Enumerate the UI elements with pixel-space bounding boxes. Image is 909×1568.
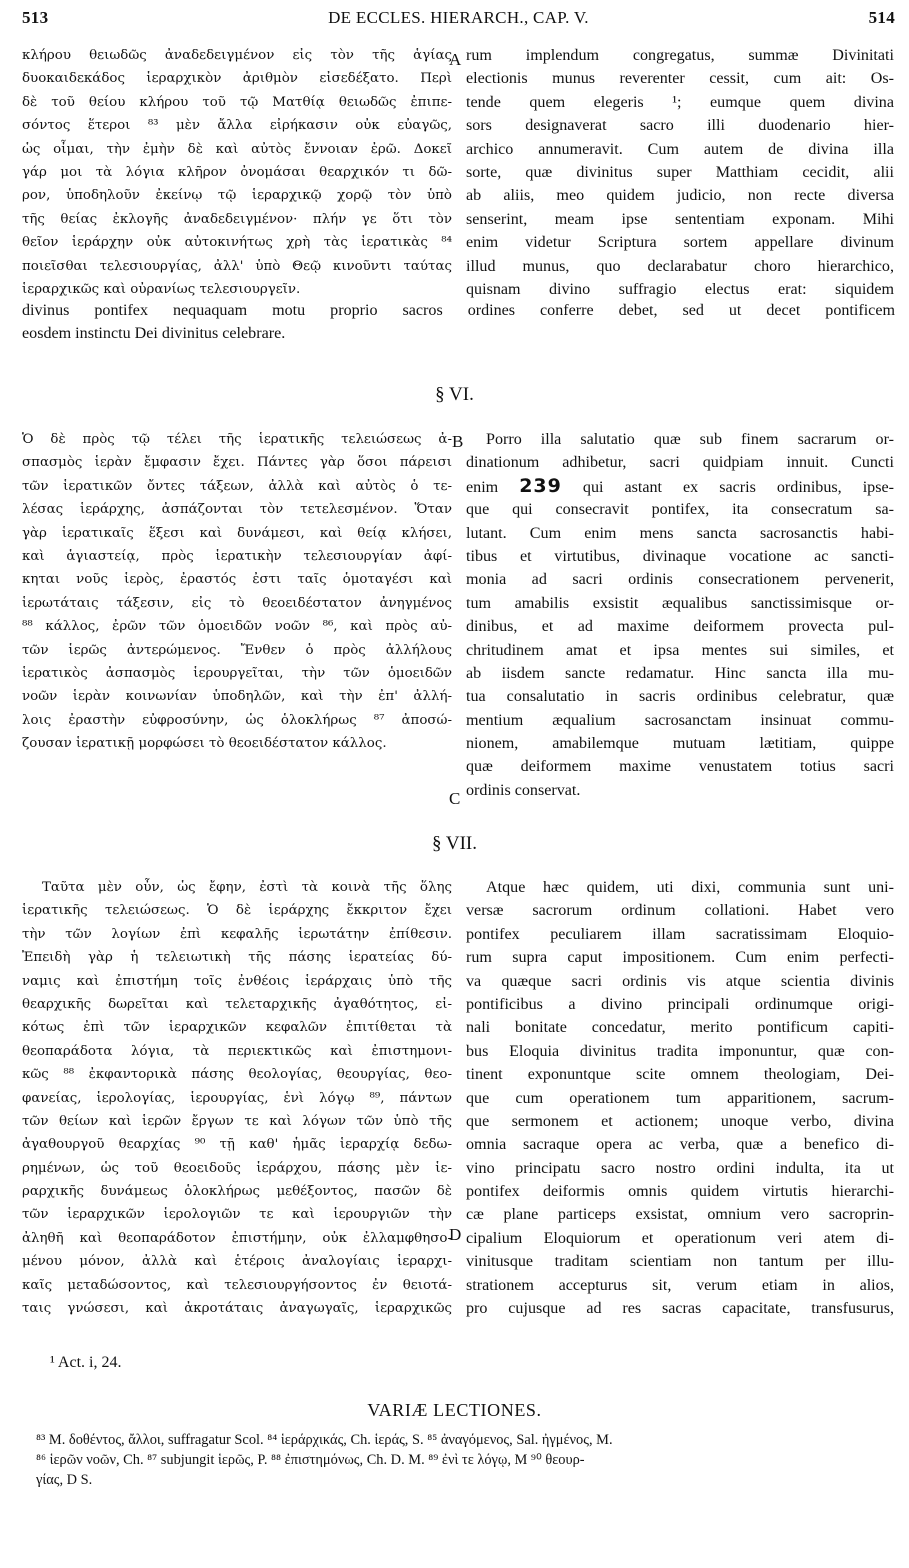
- footnote: ¹ Act. i, 24.: [50, 1354, 122, 1371]
- latin-line: chritudinem amat et ipsa mentes sui similes, et: [466, 641, 894, 659]
- greek-line: ⁸⁸ κάλλος, ἐρῶν τῶν ὁμοειδῶν νοῶν ⁸⁶, καὶ πρὸς αὐ-: [22, 619, 452, 635]
- latin-line: vinitusque traditam scientiam non tantum per illu-: [466, 1253, 894, 1271]
- greek-line: ρον, ὑποδηλοῦν ἐκείνῳ τῷ ἱεραρχικῷ χορῷ τὸν ὑπὸ: [22, 188, 452, 204]
- running-title: DE ECCLES. HIERARCH., CAP. V.: [328, 8, 589, 27]
- latin-line: electionis munus reverenter cessit, cum ait: Os-: [466, 70, 894, 88]
- greek-column-section7: [22, 876, 452, 1320]
- greek-line: ἱερατικῆς τελειώσεως. Ὁ δὲ ἱεράρχης ἔκκριτον ἔχει: [22, 903, 452, 919]
- greek-line: καῖς μεταδώσοντος, καὶ τελεσιουργήσοντος ἐν θειοτά-: [22, 1277, 452, 1293]
- latin-line: versæ sacrorum ordinum collationi. Habet vero: [466, 902, 894, 920]
- greek-line: ἱερατικὸς ἀσπασμὸς ἱερουργεῖται, τὴν τῶν ὁμοειδῶν: [22, 665, 452, 681]
- latin-line: que qui consecravit pontifex, ita consecratum sa-: [466, 501, 894, 519]
- latin-line: enim videtur Scriptura sortem appellare divinum: [466, 234, 894, 252]
- greek-line: ἱεραρχικῶς καὶ οὐρανίως τελεσιουργεῖν.: [22, 281, 301, 297]
- latin-line: tinent exponuntque scite omnem theologiam, Dei-: [466, 1066, 894, 1084]
- greek-line: τῶν θείων καὶ ἱερῶν ἔργων τε καὶ λόγων τῶν ὑπὸ τῆς: [22, 1113, 452, 1129]
- latin-line: senserint, meam ipse sententiam exponam. Mihi: [466, 210, 894, 228]
- full-width-line-end: eosdem instinctu Dei divinitus celebrare.: [22, 325, 286, 342]
- latin-text: enim: [466, 478, 499, 496]
- section-heading-vi: § VI.: [435, 384, 474, 405]
- latin-line: lutant. Cum enim mens sancta sacrosanctis habi-: [466, 524, 894, 542]
- latin-line: quisnam divino suffragio electus erat: siquidem: [466, 280, 894, 298]
- latin-line: que sermonem et actionem; unoque verbo, divina: [466, 1112, 894, 1130]
- greek-line: καὶ ἁγιαστείᾳ, πρὸς ἱερατικὴν τελεσιουργίαν ἀφί-: [22, 548, 452, 564]
- latin-line: strationem accepturus sit, verum etiam in alios,: [466, 1276, 894, 1294]
- latin-line: bus Eloquia divinitus tradita imponuntur, quæ con-: [466, 1042, 894, 1060]
- variant-line: γίας, D S.: [36, 1472, 93, 1488]
- column-number: 239: [519, 474, 562, 497]
- greek-line: ρημένων, ὡς τοῦ θεοειδοῦς ἱεράρχου, πάσης μὲν ἱε-: [22, 1160, 452, 1176]
- latin-line: ab iisdem sancte redamatur. Hinc sancta illa mu-: [466, 664, 894, 682]
- margin-marker-d: D: [449, 1225, 462, 1244]
- greek-line: τῶν ἱεραρχικῶν ἱερολογιῶν τε καὶ ἱερουργιῶν τὴν: [22, 1207, 452, 1223]
- latin-line: rum implendum congregatus, summæ Divinitati: [466, 47, 894, 64]
- full-width-line: divinus pontifex nequaquam motu proprio sacros ordines conferre debet, sed ut decet pontificem: [22, 302, 895, 319]
- greek-line: ὡς οἶμαι, τὴν ἐμὴν δὲ καὶ αὐτὸς ἔννοιαν ἐρῶ. Δοκεῖ: [22, 141, 452, 157]
- greek-line: μένου μόνον, ἀλλὰ καὶ ἑτέροις ἀναλογίαις ἱεραρχι-: [22, 1254, 452, 1270]
- greek-line: νοῶν ἱερὰν κοινωνίαν ὑποδηλῶν, καὶ τὴν ἐπ' ἀλλή-: [22, 689, 452, 705]
- greek-line: Ὁ δὲ πρὸς τῷ τέλει τῆς ἱερατικῆς τελειώσεως ἀ-: [22, 432, 452, 447]
- latin-line: cipalium Eloquiorum et operationum veri atem di-: [466, 1229, 894, 1247]
- margin-marker-c: C: [449, 789, 461, 808]
- latin-line: monia ad sacri ordinis consecrationem pervenerit,: [466, 571, 894, 589]
- greek-line: Ἐπειδὴ γὰρ ἡ τελειωτικὴ τῆς πάσης ἱερατείας δύ-: [22, 950, 452, 966]
- latin-text: qui astant ex sacris ordinibus, ipse-: [582, 478, 894, 496]
- variant-line: ⁸³ M. δοθέντος, ἄλλοι, suffragatur Scol. ⁸⁴ ἱεράρχικάς, Ch. ἱεράς, S. ⁸⁵ ἀναγόμενος, Sal. ἠγμένος, M.: [36, 1432, 613, 1448]
- latin-line: pontifex deiformis omnis quidem virtutis hierarchi-: [466, 1183, 894, 1201]
- greek-line: κλήρου θειωδῶς ἀναδεδειγμένον εἰς τὸν τῆς ἁγίας: [22, 48, 452, 63]
- greek-line: ποιεῖσθαι τελεσιουργίας, ἀλλ' ὑπὸ Θεῷ κινοῦντι ταύτας: [22, 258, 452, 274]
- latin-line: mentium æqualium sacrosanctam insinuat commu-: [466, 711, 894, 729]
- greek-line: σόντος ἕτεροι ⁸³ μὲν ἄλλα εἰρήκασιν οὐκ εὐαγῶς,: [22, 118, 452, 134]
- latin-line: vino principatu sacro nostro ordini indulta, ita ut: [466, 1159, 894, 1177]
- latin-line: tibus et virtutibus, divinaque vocatione ac sancti-: [466, 547, 894, 565]
- greek-line: γάρ μοι τὰ λόγια κλῆρον ὀνομάσαι θεαρχικόν τι δῶ-: [22, 164, 452, 180]
- margin-marker-b: B: [452, 432, 464, 451]
- greek-line: ἀληθῆ καὶ θεοπαράδοτον ἐπιστήμην, οὐκ ἐλλαμφθησο-: [22, 1230, 452, 1246]
- latin-line: va quæque sacri ordinis vis atque scientia divinis: [466, 972, 894, 990]
- greek-line: σπασμὸς ἱερὰν ἔμφασιν ἔχει. Πάντες γὰρ ὅσοι πάρεισι: [22, 455, 452, 471]
- greek-line: λέσας ἱεράρχης, ἀσπάζονται τὸν τετελεσμένον. Ὅταν: [22, 502, 452, 518]
- latin-column-section7: [466, 876, 894, 1320]
- greek-line: ναμις καὶ ἐπιστήμη τοῖς ἐνθέοις ἱεράρχαις ὑπὸ τῆς: [22, 973, 452, 989]
- greek-line: δυοκαιδεκάδος ἱεραρχικὸν ἀριθμὸν εἰσεδέξατο. Περὶ: [22, 71, 452, 87]
- greek-line: ἱερωτάταις τάξεσιν, εἰς τὸ θεοειδέστατον ἀνηγμένος: [22, 595, 452, 611]
- page-number-left: 513: [22, 8, 49, 27]
- latin-line: dinationum adhibetur, sacri quidpiam innuit. Cuncti: [466, 454, 894, 472]
- latin-line: rum supra caput impositionem. Cum enim perfecti-: [466, 949, 894, 967]
- latin-line: cæ plane particeps exsistat, omnium vero sacroprin-: [466, 1206, 894, 1224]
- greek-line: ταις γνώσεσι, καὶ ἀκροτάταις ἀναγωγαῖς, ἱεραρχικῶς: [22, 1301, 452, 1317]
- greek-line: κότως ἐπὶ τῶν ἱεραρχικῶν κεφαλῶν ἐπιτίθεται τὰ: [22, 1020, 452, 1036]
- latin-line: nionem, amabilemque mutuam lætitiam, quippe: [466, 735, 894, 753]
- latin-line: nali bonitate concedatur, merito pontificum capiti-: [466, 1019, 894, 1037]
- latin-line: tum amabilis exsistit æqualibus sanctissimisque or-: [466, 594, 894, 612]
- variant-line: ⁸⁶ ἱερῶν νοῶν, Ch. ⁸⁷ subjungit ἱερῶς, P. ⁸⁸ ἐπιστημόνως, Ch. D. M. ⁸⁹ ἐνὶ τε λόγῳ, M ⁹⁰ θεουρ-: [36, 1452, 585, 1468]
- greek-line: τῶν ἱερατικῶν ὄντες τάξεων, ἀλλὰ καὶ αὐτὸς ὁ τε-: [22, 478, 452, 494]
- page-number-right: 514: [868, 8, 895, 27]
- latin-line: dinibus, et ad maxime deiformem provecta pul-: [466, 618, 894, 636]
- greek-line: δὲ τοῦ θείου κλήρου τοῦ τῷ Ματθίᾳ θειωδῶς ἐπιπε-: [22, 94, 452, 110]
- latin-line: archico annumeravit. Cum autem de divina illa: [466, 140, 894, 158]
- greek-line: ραρχικῆς δυνάμεως ὁλοκλήρως μεθέξοντος, πασῶν δὲ: [22, 1184, 452, 1200]
- latin-line: Atque hæc quidem, uti dixi, communia sunt uni-: [486, 879, 894, 896]
- greek-line: κηται νοῦς ἱερὸς, ἐραστός ἐστι ταῖς ὁμοταγέσι καὶ: [22, 572, 452, 588]
- latin-line: tua consalutatio in sacris ordinibus celebratur, quæ: [466, 688, 894, 706]
- latin-line: sors designaverat sacro illi duodenario hier-: [466, 117, 894, 135]
- latin-line: Porro illa salutatio quæ sub finem sacrarum or-: [486, 431, 894, 448]
- greek-line: τῶν ἱερῶς ἀντερώμενος. Ἔνθεν ὁ πρὸς ἀλλήλους: [22, 642, 452, 658]
- latin-line-with-column-number: [466, 475, 894, 498]
- greek-line: Ταῦτα μὲν οὖν, ὡς ἔφην, ἐστὶ τὰ κοινὰ τῆς ὅλης: [42, 880, 452, 895]
- section-heading-vii: § VII.: [431, 833, 478, 854]
- variae-lectiones: [36, 1430, 886, 1490]
- greek-line: θεαρχικῆς δωρεῖται καὶ τελεταρχικῆς ἀγαθότητος, εἰ-: [22, 996, 452, 1012]
- variae-lectiones-title: VARIÆ LECTIONES.: [367, 1400, 542, 1420]
- latin-line: omnia sacraque opera ac verba, quæ a benefico di-: [466, 1136, 894, 1154]
- greek-line: θεῖον ἱεράρχην οὐκ αὐτοκινήτως χρὴ τὰς ἱερατικὰς ⁸⁴: [22, 235, 452, 251]
- latin-line: pontificibus a divino principali ordinumque origi-: [466, 995, 894, 1013]
- greek-column-block1: [22, 44, 452, 301]
- latin-line: ab aliis, meo quidem judicio, non recte diversa: [466, 187, 894, 205]
- latin-line: que cum operationem tum apparitionem, sacrum-: [466, 1089, 894, 1107]
- greek-line: γὰρ ἱερατικαῖς ἕξεσι καὶ δυνάμεσι, καὶ θείᾳ κλήσει,: [22, 525, 452, 541]
- latin-line: pro cujusque ad res sacras capacitate, transfusurus,: [466, 1300, 894, 1318]
- greek-line: τῆς θείας ἐκλογῆς ἀναδεδειγμένον· πλήν γε ὅτι τὸν: [22, 211, 452, 227]
- latin-line: sorte, quæ divinitus super Matthiam cecidit, alii: [466, 163, 894, 181]
- greek-line: κῶς ⁸⁸ ἐκφαντορικὰ πάσης θεολογίας, θεουργίας, θεο-: [22, 1067, 452, 1083]
- greek-line: ζουσαν ἱερατικῇ μορφώσει τὸ θεοειδέστατον κάλλος.: [22, 736, 387, 752]
- greek-line: ἀγαθουργοῦ θεαρχίας ⁹⁰ τῇ καθ' ἡμᾶς ἱεραρχίᾳ δεδω-: [22, 1137, 452, 1153]
- latin-line: quæ deiformem maxime venustatem totius sacri: [466, 758, 894, 776]
- latin-line: illud munus, quo declarabatur choro hierarchico,: [466, 257, 894, 275]
- latin-line: ordinis conservat.: [466, 781, 581, 799]
- greek-line: τὴν τῶν λογίων ἐπὶ κεφαλῆς ἱερωτάτην ἐπίθεσιν.: [22, 926, 452, 942]
- latin-line: tende quem elegeris ¹; eumque quem divina: [466, 93, 894, 111]
- greek-line: λοις ἐραστὴν εὐφροσύνην, ὡς ὁλοκλήρως ⁸⁷ ἀποσώ-: [22, 712, 452, 728]
- greek-column-section6: [22, 428, 452, 755]
- latin-column-section6: [466, 428, 894, 802]
- latin-line: pontifex peculiarem illam sacratissimam Eloquio-: [466, 925, 894, 943]
- latin-column-block1: [466, 44, 894, 301]
- margin-marker-a: A: [449, 50, 462, 69]
- running-header: [22, 6, 895, 32]
- greek-line: θεοπαράδοτα λόγια, τὰ περιεκτικῶς καὶ ἐπιστημονι-: [22, 1043, 452, 1059]
- greek-line: φανείας, ἱερολογίας, ἱερουργίας, ἑνὶ λόγῳ ⁸⁹, πάντων: [22, 1090, 452, 1106]
